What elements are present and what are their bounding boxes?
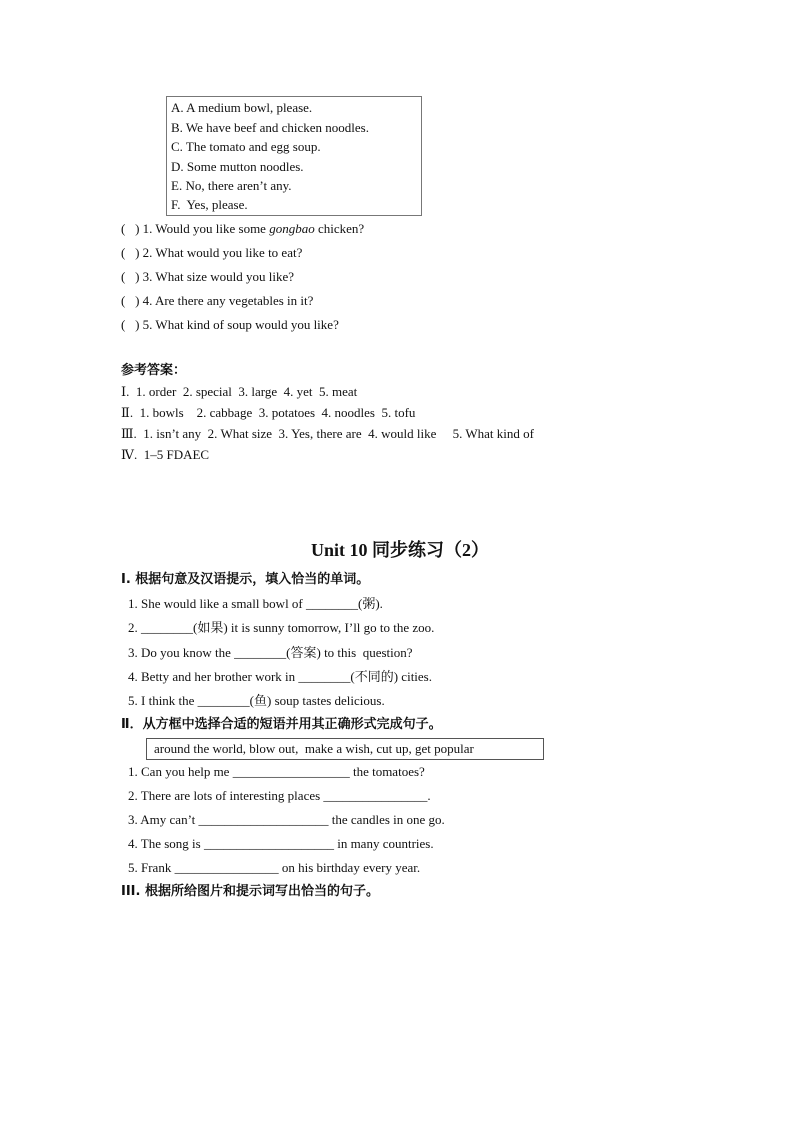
option-e: E. No, there aren’t any. [171, 178, 292, 193]
option-c: C. The tomato and egg soup. [171, 139, 321, 154]
answer-line-2: Ⅱ. 1. bowls 2. cabbage 3. potatoes 4. noodles 5. tofu [121, 405, 416, 420]
answer-line-1: Ⅰ. 1. order 2. special 3. large 4. yet 5. meat [121, 384, 358, 399]
unit-title: Unit 10 同步练习（2） [310, 540, 489, 560]
question-1 [121, 221, 364, 237]
question-3: ( ) 3. What size would you like? [121, 269, 295, 284]
section-1-heading: I. 根据句意及汉语提示，填入恰当的单词。 [121, 572, 370, 587]
section-1-item-1: 1. She would like a small bowl of ________(粥). [128, 596, 383, 611]
section-2-item-1: 1. Can you help me __________________ the tomatoes? [128, 764, 425, 779]
question-1-pre: ( ) 1. Would you like some [121, 221, 270, 236]
section-1-item-4: 4. Betty and her brother work in ________(不同的) cities. [128, 669, 432, 684]
question-1-post: chicken? [314, 221, 365, 236]
options-box [166, 96, 422, 216]
section-2-item-3: 3. Amy can’t ____________________ the candles in one go. [128, 812, 445, 827]
section-1-item-2: 2. ________(如果) it is sunny tomorrow, I’ll go to the zoo. [128, 620, 435, 635]
answer-line-3: Ⅲ. 1. isn’t any 2. What size 3. Yes, there are 4. would like 5. What kind of [121, 426, 534, 441]
section-2-heading: Ⅱ．从方框中选择合适的短语并用其正确形式完成句子。 [121, 717, 442, 732]
answer-line-4: Ⅳ. 1–5 FDAEC [121, 447, 210, 462]
section-2-item-2: 2. There are lots of interesting places ________________. [128, 788, 431, 803]
question-5: ( ) 5. What kind of soup would you like? [121, 317, 339, 332]
phrase-box [146, 738, 544, 760]
answers-heading: 参考答案： [121, 363, 187, 378]
section-1-item-3: 3. Do you know the ________(答案) to this question? [128, 645, 413, 660]
option-a: A. A medium bowl, please. [171, 100, 313, 115]
phrase-box-text: around the world, blow out, make a wish, cut up, get popular [154, 741, 474, 756]
option-f: F. Yes, please. [171, 197, 248, 212]
section-3-heading: III. 根据所给图片和提示词写出恰当的句子。 [121, 884, 379, 899]
option-b: B. We have beef and chicken noodles. [171, 120, 369, 135]
question-4: ( ) 4. Are there any vegetables in it? [121, 293, 314, 308]
question-1-italic: gongbao [269, 221, 315, 236]
question-2: ( ) 2. What would you like to eat? [121, 245, 303, 260]
option-d: D. Some mutton noodles. [171, 159, 304, 174]
section-2-item-4: 4. The song is ____________________ in many countries. [128, 836, 434, 851]
section-1-item-5: 5. I think the ________(鱼) soup tastes delicious. [128, 693, 385, 708]
section-2-item-5: 5. Frank ________________ on his birthday every year. [128, 860, 421, 875]
